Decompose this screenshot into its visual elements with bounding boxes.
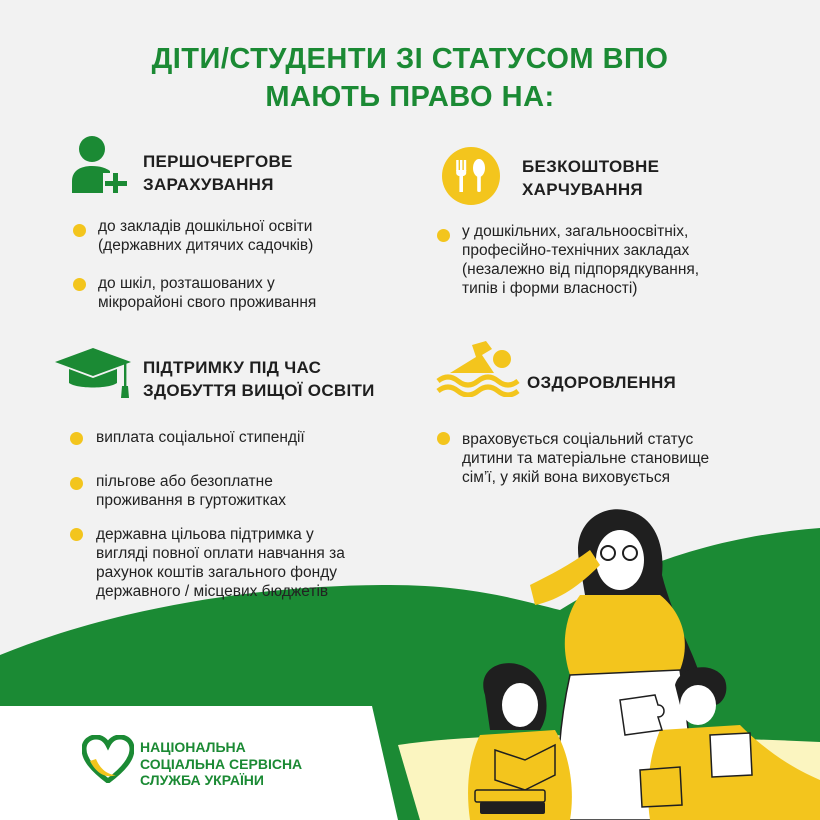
bullet-dot: [73, 224, 86, 237]
bullet-dot: [70, 477, 83, 490]
list-item-line: до закладів дошкільної освіти: [98, 218, 313, 235]
list-item-line: пільгове або безоплатне: [96, 473, 273, 490]
heart-logo-icon: [82, 735, 134, 783]
list-item: [98, 274, 316, 312]
logo-line-1: НАЦІОНАЛЬНА: [140, 739, 246, 755]
page-title: [0, 40, 820, 116]
bullet-dot: [73, 278, 86, 291]
list-item-line: державного / місцевих бюджетів: [96, 583, 329, 600]
fork-spoon-icon: [441, 146, 501, 206]
person-add-icon: [70, 133, 134, 195]
list-item-line: виплата соціальної стипендії: [96, 429, 305, 446]
list-item-line: типів і форми власності): [462, 280, 638, 297]
list-item-line: мікрорайоні свого проживання: [98, 294, 317, 311]
list-item: [462, 222, 699, 298]
list-item: [98, 217, 313, 255]
logo-line-2: СОЦІАЛЬНА СЕРВІСНА: [140, 755, 303, 772]
list-item: [462, 430, 709, 487]
list-item-line: сім’ї, у якій вона виховується: [462, 469, 670, 486]
list-item-line: професійно-технічних закладах: [462, 242, 690, 259]
bullet-dot: [70, 528, 83, 541]
higher-ed-heading-line-2: ЗДОБУТТЯ ВИЩОЇ ОСВІТИ: [143, 381, 375, 400]
list-item-line: (незалежно від підпорядкування,: [462, 261, 700, 278]
higher-ed-heading: [143, 356, 375, 402]
list-item-line: враховується соціальний статус: [462, 431, 694, 448]
people-illustration: [440, 505, 820, 820]
bullet-dot: [437, 432, 450, 445]
higher-ed-heading-line-1: ПІДТРИМКУ ПІД ЧАС: [143, 358, 322, 377]
recovery-heading: [527, 371, 676, 394]
bullet-dot: [70, 432, 83, 445]
list-item-line: у дошкільних, загальноосвітніх,: [462, 223, 689, 240]
enrollment-heading: [143, 150, 293, 196]
meals-heading-line-2: ХАРЧУВАННЯ: [522, 180, 643, 199]
list-item: [96, 428, 305, 447]
bullet-dot: [437, 229, 450, 242]
list-item: [96, 525, 345, 601]
logo-line-3: СЛУЖБА УКРАЇНИ: [140, 772, 264, 788]
meals-heading: [522, 155, 659, 201]
recovery-heading-text: ОЗДОРОВЛЕННЯ: [527, 373, 677, 392]
meals-heading-line-1: БЕЗКОШТОВНЕ: [522, 157, 660, 176]
logo-text: [140, 739, 302, 789]
list-item-line: проживання в гуртожитках: [96, 492, 287, 509]
list-item-line: вигляді повної оплати навчання за: [96, 545, 345, 562]
graduation-cap-icon: [55, 346, 135, 401]
list-item-line: рахунок коштів загального фонду: [96, 564, 338, 581]
list-item-line: державна цільова підтримка у: [96, 526, 314, 543]
list-item-line: до шкіл, розташованих у: [98, 275, 275, 292]
enrollment-heading-line-1: ПЕРШОЧЕРГОВЕ: [143, 152, 293, 171]
swimmer-icon: [436, 337, 520, 397]
title-line-2: МАЮТЬ ПРАВО НА:: [265, 81, 555, 113]
enrollment-heading-line-2: ЗАРАХУВАННЯ: [143, 175, 274, 194]
title-line-1: ДІТИ/СТУДЕНТИ ЗІ СТАТУСОМ ВПО: [151, 43, 669, 75]
list-item-line: дитини та матеріальне становище: [462, 450, 710, 467]
list-item-line: (державних дитячих садочків): [98, 237, 314, 254]
list-item: [96, 472, 286, 510]
